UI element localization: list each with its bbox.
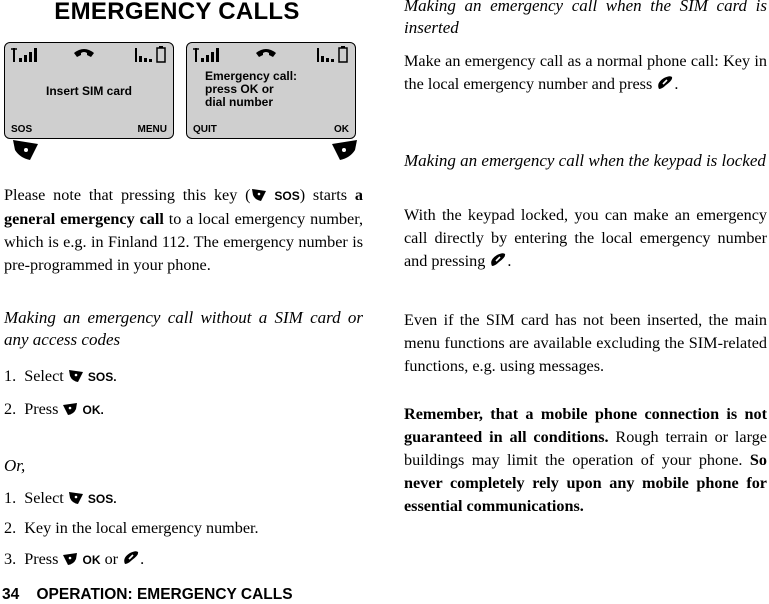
soft-key-right-icon: [62, 552, 78, 566]
signal-strength-icon: [11, 46, 41, 64]
soft-key-right-icon: [62, 402, 78, 416]
status-bar: [193, 46, 349, 64]
soft-key-left-icon: [12, 138, 40, 162]
send-key-icon: [489, 252, 507, 268]
list-item: 3. Press OK or .: [4, 550, 145, 568]
soft-key-label-left: SOS: [11, 124, 33, 135]
signal-strength-icon: [193, 46, 223, 64]
battery-level-icon: [135, 46, 167, 64]
soft-key-label-left: QUIT: [193, 124, 217, 135]
paragraph-sim-inserted: Make an emergency call as a normal phone call: Key in the local emergency number and press .: [404, 52, 767, 93]
footer-title: OPERATION: EMERGENCY CALLS: [36, 586, 293, 603]
list-item: 1. Select SOS.: [4, 367, 117, 385]
section-heading-keypad-locked: Making an emergency call when the keypad is locked: [404, 151, 766, 170]
page-number: 34: [2, 586, 20, 603]
phone-screen-insert-sim: [4, 42, 174, 139]
battery-level-icon: [317, 46, 349, 64]
soft-key-label-right: MENU: [137, 124, 167, 135]
screen-message: Emergency call: press OK or dial number: [205, 69, 298, 109]
list-item: 2. Key in the local emergency number.: [4, 519, 259, 537]
list-item: 2. Press OK.: [4, 400, 104, 418]
soft-key-right-icon: [330, 138, 358, 162]
status-bar: [11, 46, 167, 64]
paragraph-keypad-locked: With the keypad locked, you can make an emergency call directly by entering the local emergency number and pressing .: [404, 206, 767, 270]
list-item: 1. Select SOS.: [4, 489, 117, 507]
phone-screen-emergency: [186, 42, 356, 139]
screen-message: Insert SIM card: [45, 84, 133, 98]
section-heading-sim-inserted: Making an emergency call when the SIM card is inserted: [404, 0, 767, 37]
intro-paragraph: Please note that pressing this key ( SOS) starts a general emergency call to a local emergency number, which is e.g. in Finland 112. The emergency number is pre-programmed in your phone.: [4, 186, 363, 274]
phone-handset-icon: [73, 46, 95, 64]
or-label: Or,: [4, 456, 26, 475]
soft-key-left-icon: [68, 369, 84, 383]
page-footer: [2, 586, 293, 604]
paragraph-warning: Remember, that a mobile phone connection is not guaranteed in all conditions. Rough terrain or large buildings may limit the operation of your phone. So never completely rely upon any mobile phone for essential communications.: [404, 405, 767, 515]
paragraph-no-sim-functions: Even if the SIM card has not been inserted, the main menu functions are available excluding the SIM-related functions, e.g. using messages.: [404, 311, 767, 375]
send-key-icon: [122, 550, 140, 566]
section-heading-no-sim: Making an emergency call without a SIM card or any access codes: [4, 308, 363, 349]
phone-handset-icon: [255, 46, 277, 64]
send-key-icon: [656, 75, 674, 91]
soft-key-label-right: OK: [334, 124, 349, 135]
soft-key-left-icon: [251, 188, 267, 202]
page-title: EMERGENCY CALLS: [54, 0, 300, 25]
soft-key-left-icon: [68, 491, 84, 505]
